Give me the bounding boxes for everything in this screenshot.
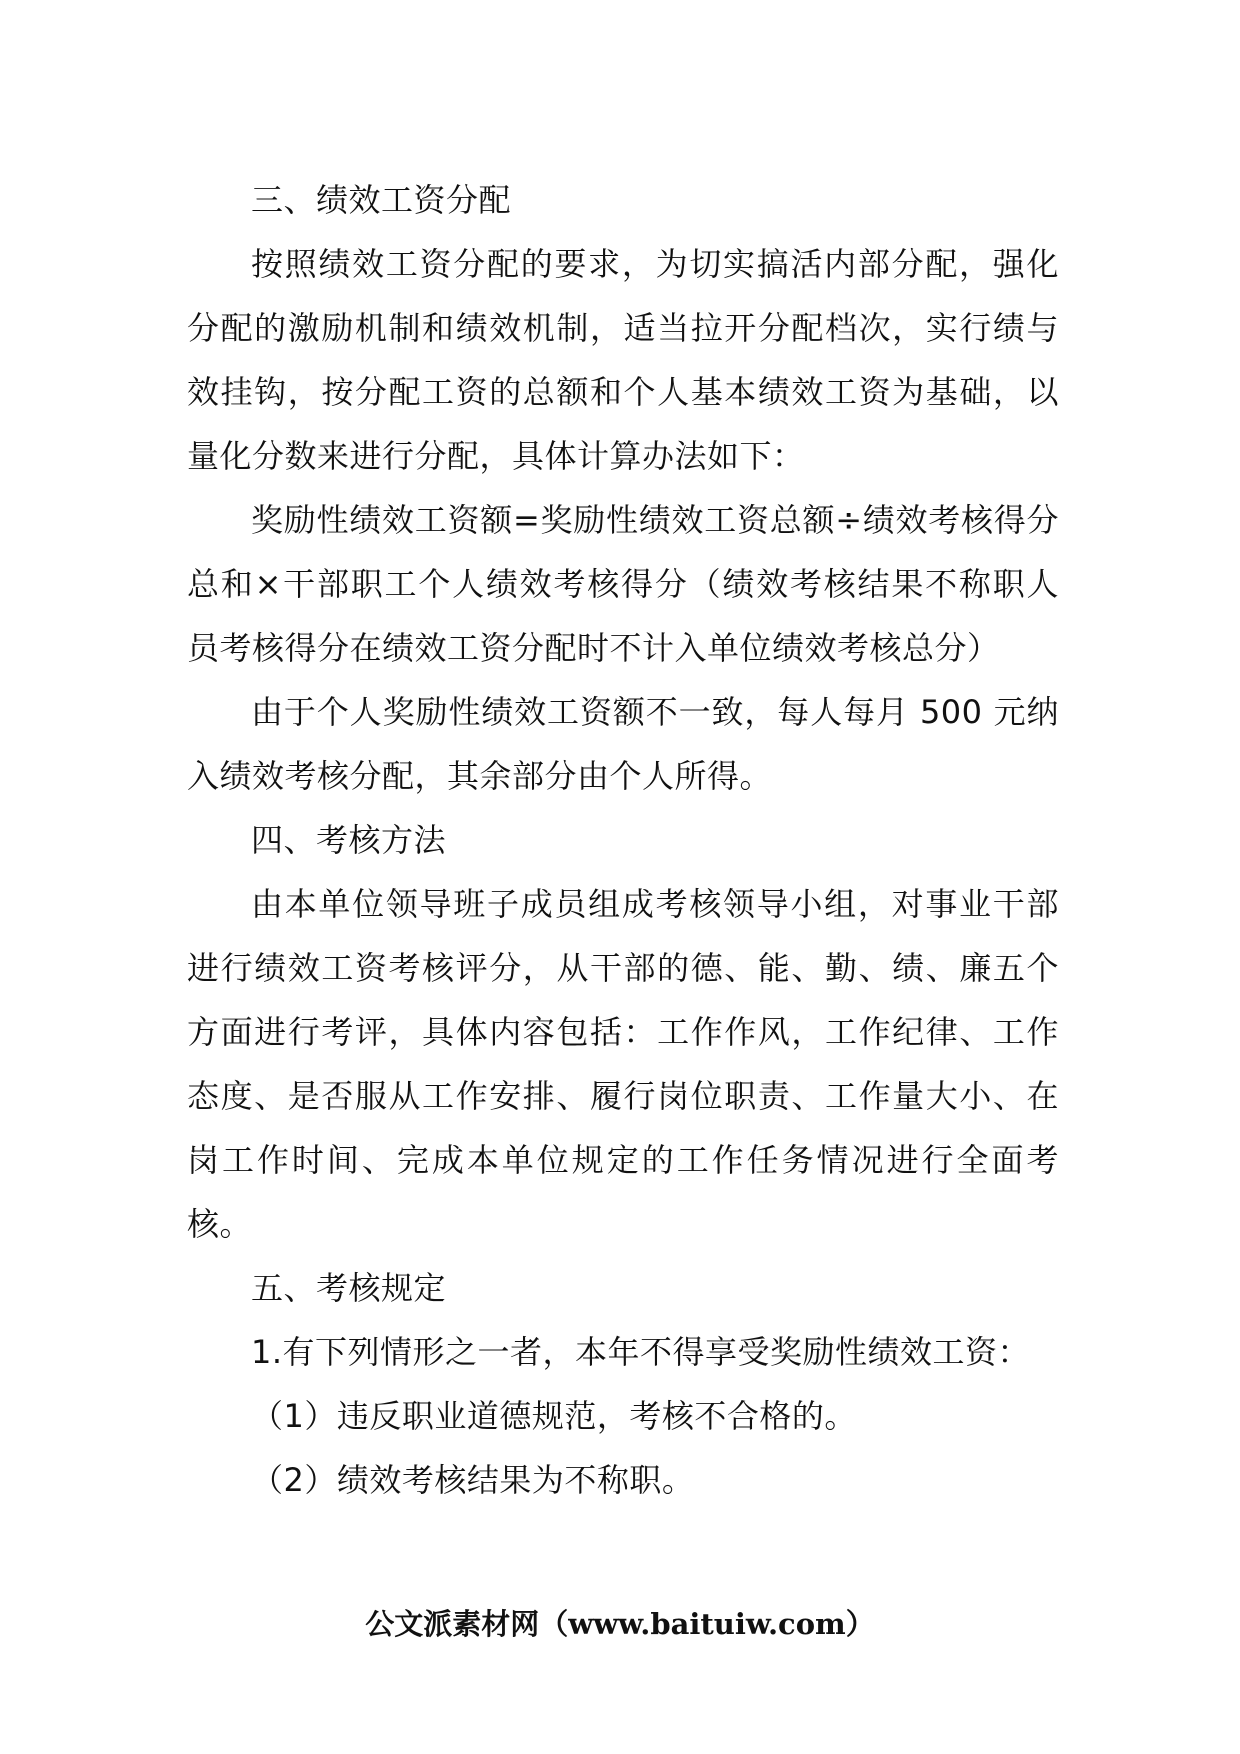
section-heading-5: 五、考核规定	[251, 1269, 447, 1307]
rule-subitem-1: （1）违反职业道德规范，考核不合格的。	[251, 1397, 857, 1435]
paragraph-distribution-requirements: 按照绩效工资分配的要求，为切实搞活内部分配，强化分配的激励机制和绩效机制，适当拉开分配档次，实行绩与效挂钩，按分配工资的总额和个人基本绩效工资为基础，以量化分数来进行分配，具体计算办法如下：	[187, 245, 1059, 475]
section-heading-4: 四、考核方法	[251, 821, 447, 859]
section-heading-3: 三、绩效工资分配	[251, 181, 512, 219]
document-body	[187, 168, 1059, 1512]
paragraph-monthly-amount: 由于个人奖励性绩效工资额不一致，每人每月 500 元纳入绩效考核分配，其余部分由个人所得。	[187, 693, 1059, 795]
rule-item-1: 1.有下列情形之一者，本年不得享受奖励性绩效工资：	[251, 1333, 1031, 1371]
paragraph-formula: 奖励性绩效工资额=奖励性绩效工资总额÷绩效考核得分总和×干部职工个人绩效考核得分（绩效考核结果不称职人员考核得分在绩效工资分配时不计入单位绩效考核总分）	[187, 501, 1059, 667]
paragraph-assessment-method: 由本单位领导班子成员组成考核领导小组，对事业干部进行绩效工资考核评分，从干部的德、能、勤、绩、廉五个方面进行考评，具体内容包括：工作作风，工作纪律、工作态度、是否服从工作安排、履行岗位职责、工作量大小、在岗工作时间、完成本单位规定的工作任务情况进行全面考核。	[187, 885, 1059, 1243]
page-footer-watermark: 公文派素材网（www.baituiw.com）	[365, 1607, 875, 1641]
rule-subitem-2: （2）绩效考核结果为不称职。	[251, 1461, 695, 1499]
